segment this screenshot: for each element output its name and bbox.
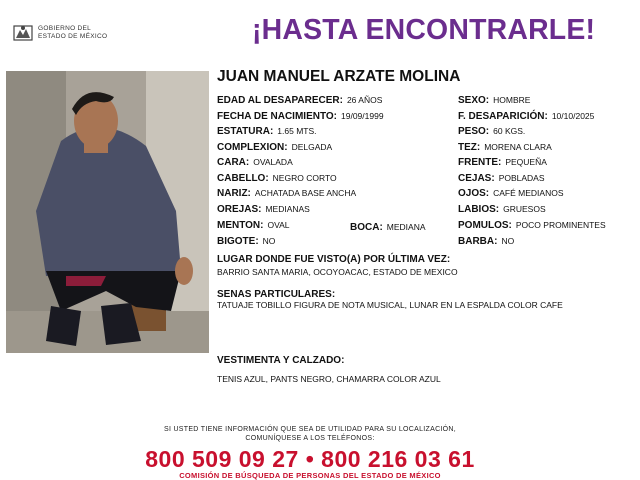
headline: ¡HASTA ENCONTRARLE! xyxy=(252,14,596,46)
field-nacimiento: FECHA DE NACIMIENTO: 19/09/1999 xyxy=(217,111,384,122)
logo-line1: GOBIERNO DEL xyxy=(38,25,92,32)
last-seen-label: LUGAR DONDE FUE VISTO(A) POR ÚLTIMA VEZ: xyxy=(217,254,451,265)
phone-numbers: 800 509 09 27 • 800 216 03 61 xyxy=(145,446,475,472)
field-menton: MENTON: OVAL xyxy=(217,220,290,231)
clothing-label: VESTIMENTA Y CALZADO: xyxy=(217,355,345,366)
government-logo xyxy=(12,22,122,46)
last-seen-value: BARRIO SANTA MARIA, OCOYOACAC, ESTADO DE MEXICO xyxy=(217,267,458,277)
field-cabello: CABELLO: NEGRO CORTO xyxy=(217,173,337,184)
field-boca: BOCA: MEDIANA xyxy=(350,222,426,233)
commission-name: COMISIÓN DE BÚSQUEDA DE PERSONAS DEL ESTADO DE MÉXICO xyxy=(179,471,441,480)
field-cejas: CEJAS: POBLADAS xyxy=(458,173,545,184)
field-nariz: NARIZ: ACHATADA BASE ANCHA xyxy=(217,188,357,199)
field-cara: CARA: OVALADA xyxy=(217,157,293,168)
field-edad: EDAD AL DESAPARECER: 26 AÑOS xyxy=(217,95,383,106)
coat-of-arms-icon xyxy=(12,22,34,44)
field-complexion: COMPLEXION: DELGADA xyxy=(217,142,333,153)
field-ojos: OJOS: CAFÉ MEDIANOS xyxy=(458,188,564,199)
field-desaparicion: F. DESAPARICIÓN: 10/10/2025 xyxy=(458,111,595,122)
field-pomulos: POMULOS: POCO PROMINENTES xyxy=(458,220,606,231)
person-photo xyxy=(6,71,209,353)
marks-label: SENAS PARTICULARES: xyxy=(217,289,336,300)
field-orejas: OREJAS: MEDIANAS xyxy=(217,204,310,215)
field-estatura: ESTATURA: 1.65 MTS. xyxy=(217,126,317,137)
clothing-value: TENIS AZUL, PANTS NEGRO, CHAMARRA COLOR AZUL xyxy=(217,374,441,384)
logo-line2: ESTADO DE MÉXICO xyxy=(38,33,108,40)
field-labios: LABIOS: GRUESOS xyxy=(458,204,546,215)
field-frente: FRENTE: PEQUEÑA xyxy=(458,157,547,168)
info-line2: COMUNÍQUESE A LOS TELÉFONOS: xyxy=(245,435,375,442)
field-barba: BARBA: NO xyxy=(458,236,515,247)
field-bigote: BIGOTE: NO xyxy=(217,236,276,247)
marks-value: TATUAJE TOBILLO FIGURA DE NOTA MUSICAL, LUNAR EN LA ESPALDA COLOR CAFE xyxy=(217,300,563,310)
field-sexo: SEXO: HOMBRE xyxy=(458,95,531,106)
field-tez: TEZ: MORENA CLARA xyxy=(458,142,552,153)
person-name: JUAN MANUEL ARZATE MOLINA xyxy=(217,68,461,85)
field-peso: PESO: 60 KGS. xyxy=(458,126,526,137)
info-line1: SI USTED TIENE INFORMACIÓN QUE SEA DE UTILIDAD PARA SU LOCALIZACIÓN, xyxy=(163,426,457,433)
